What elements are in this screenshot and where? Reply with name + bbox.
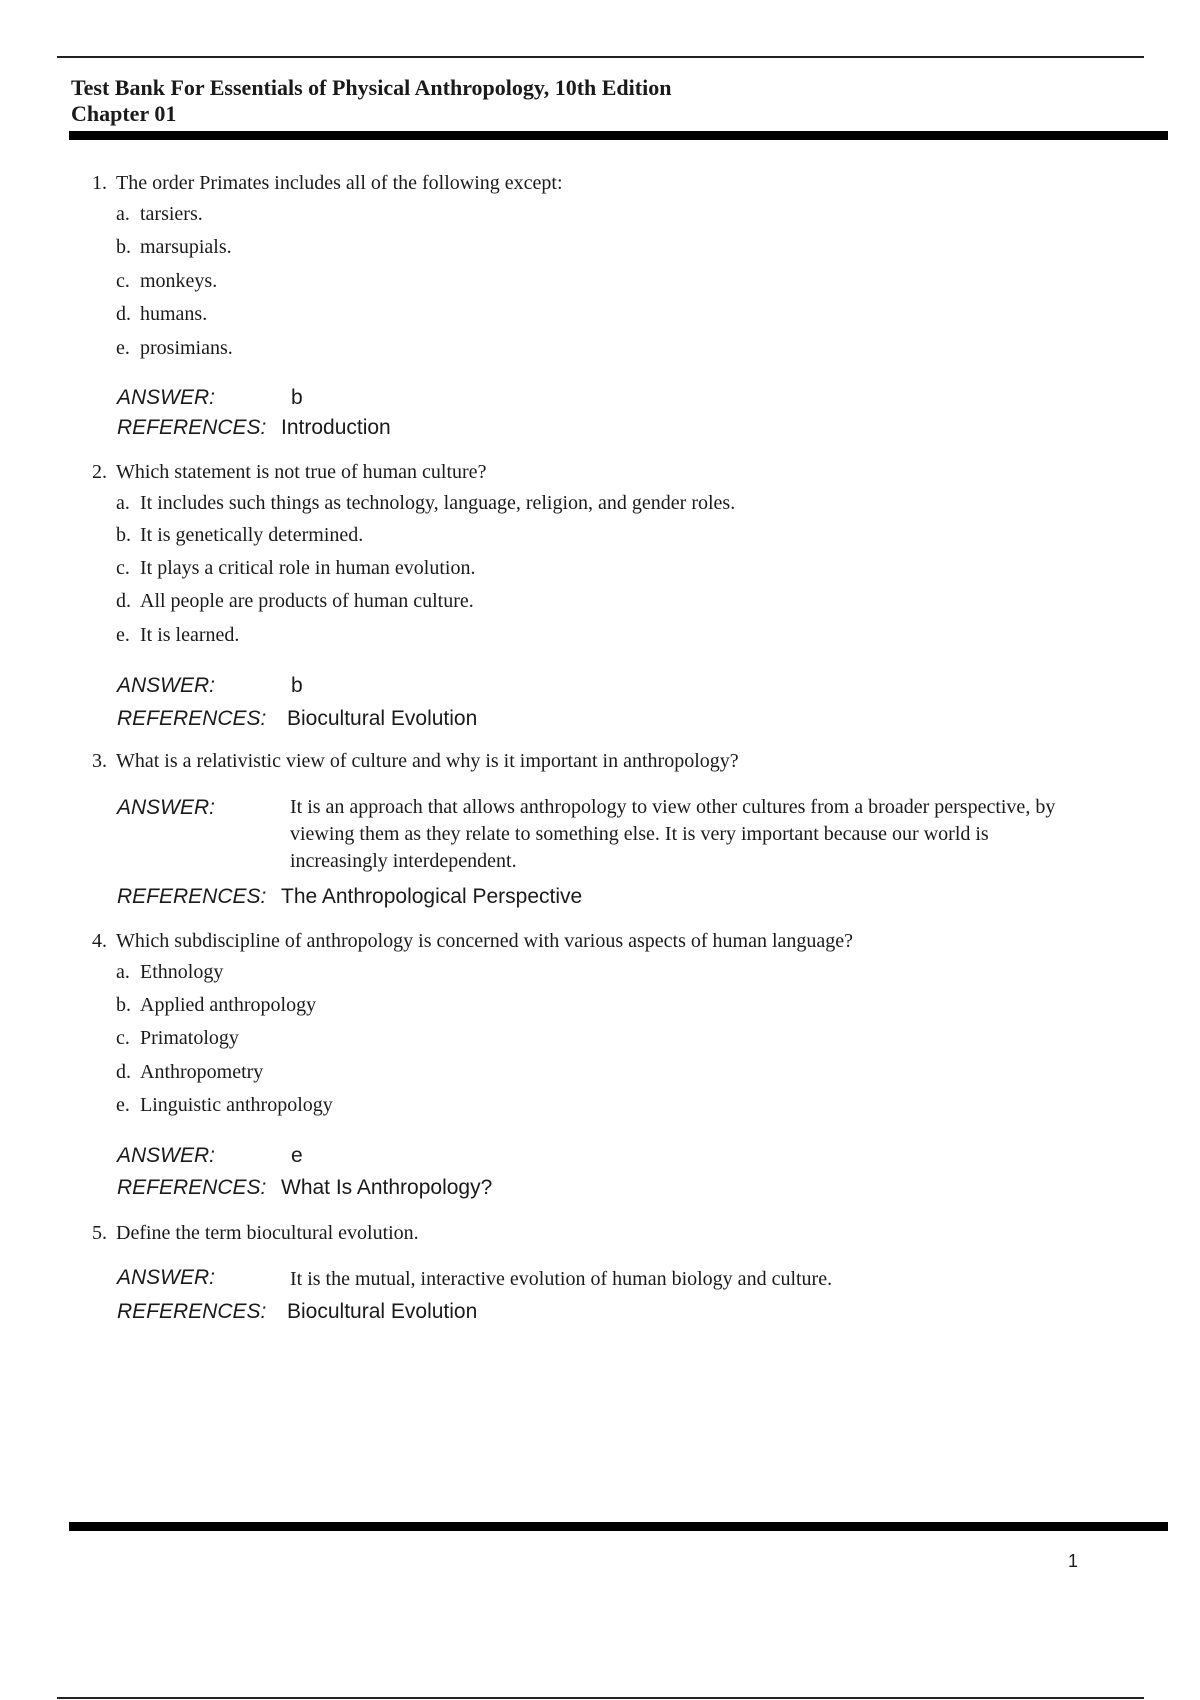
question-stem: [92, 461, 486, 484]
question-stem: [92, 750, 739, 773]
option-e: [116, 624, 239, 647]
references-label: REFERENCES:: [117, 1176, 267, 1199]
question-number: 1.: [92, 172, 107, 194]
option-letter: b.: [116, 994, 131, 1016]
option-text: It is learned.: [140, 624, 240, 646]
question-number: 2.: [92, 461, 107, 483]
answer-line: viewing them as they relate to something else. It is very important because our world is: [290, 823, 989, 845]
option-text: It is genetically determined.: [140, 524, 364, 546]
page-number: 1: [1068, 1551, 1079, 1571]
option-b: [116, 524, 363, 547]
option-text: tarsiers.: [140, 203, 203, 225]
answer-label: ANSWER:: [117, 674, 216, 697]
answer-line: increasingly interdependent.: [290, 850, 517, 872]
option-e: [116, 1094, 333, 1117]
answer-line: It is an approach that allows anthropology to view other cultures from a broader perspective, by: [290, 796, 1056, 818]
references-label: REFERENCES:: [117, 885, 267, 908]
option-a: [116, 961, 223, 984]
option-letter: c.: [116, 1027, 130, 1049]
chapter-heading: Chapter 01: [71, 101, 177, 126]
option-letter: d.: [116, 303, 131, 325]
option-text: Linguistic anthropology: [140, 1094, 333, 1116]
option-text: marsupials.: [140, 236, 232, 258]
answer-label: ANSWER:: [117, 1266, 216, 1289]
document-header: [71, 75, 671, 127]
question-stem: [92, 172, 563, 195]
question-number: 3.: [92, 750, 107, 772]
question-stem: [92, 1222, 419, 1245]
option-letter: c.: [116, 270, 130, 292]
footer-rule: [69, 1522, 1168, 1531]
references-value: The Anthropological Perspective: [281, 885, 583, 908]
answer-value: e: [291, 1144, 303, 1167]
option-b: [116, 236, 232, 259]
question-text: Which statement is not true of human culture?: [116, 461, 487, 483]
answer-label: ANSWER:: [117, 386, 216, 409]
option-text: prosimians.: [140, 337, 233, 359]
references-label: REFERENCES:: [117, 707, 267, 730]
references-label: REFERENCES:: [117, 416, 267, 439]
option-a: [116, 492, 735, 515]
option-e: [116, 337, 233, 360]
option-d: [116, 590, 474, 613]
option-letter: a.: [116, 492, 130, 514]
bottom-divider: [57, 1697, 1144, 1699]
option-text: Primatology: [140, 1027, 239, 1049]
option-letter: e.: [116, 1094, 130, 1116]
option-b: [116, 994, 316, 1017]
option-d: [116, 1061, 263, 1084]
option-letter: d.: [116, 1061, 131, 1083]
answer-value: It is the mutual, interactive evolution of human biology and culture.: [290, 1268, 833, 1290]
option-letter: a.: [116, 961, 130, 983]
option-letter: a.: [116, 203, 130, 225]
option-text: humans.: [140, 303, 208, 325]
option-letter: c.: [116, 557, 130, 579]
top-divider: [57, 56, 1144, 58]
answer-value: b: [291, 674, 303, 697]
option-letter: b.: [116, 524, 131, 546]
references-value: Biocultural Evolution: [287, 1300, 478, 1323]
question-text: Define the term biocultural evolution.: [116, 1222, 419, 1244]
option-c: [116, 1027, 239, 1050]
option-letter: e.: [116, 337, 130, 359]
references-value: What Is Anthropology?: [281, 1176, 493, 1199]
option-d: [116, 303, 207, 326]
answer-label: ANSWER:: [117, 1144, 216, 1167]
references-label: REFERENCES:: [117, 1300, 267, 1323]
answer-value: b: [291, 386, 303, 409]
option-text: It includes such things as technology, language, religion, and gender roles.: [140, 492, 736, 514]
question-text: What is a relativistic view of culture and why is it important in anthropology?: [116, 750, 739, 772]
option-text: All people are products of human culture.: [140, 590, 474, 612]
option-text: monkeys.: [140, 270, 218, 292]
option-c: [116, 557, 475, 580]
references-value: Introduction: [281, 416, 391, 439]
option-a: [116, 203, 203, 226]
document-title: Test Bank For Essentials of Physical Anthropology, 10th Edition: [71, 75, 672, 100]
answer-value: [290, 794, 1150, 875]
option-text: Anthropometry: [140, 1061, 264, 1083]
question-stem: [92, 930, 853, 953]
option-text: Applied anthropology: [140, 994, 317, 1016]
answer-label: ANSWER:: [117, 796, 216, 819]
option-letter: e.: [116, 624, 130, 646]
references-value: Biocultural Evolution: [287, 707, 478, 730]
question-number: 4.: [92, 930, 107, 952]
question-number: 5.: [92, 1222, 107, 1244]
header-rule: [69, 131, 1168, 140]
option-letter: d.: [116, 590, 131, 612]
option-letter: b.: [116, 236, 131, 258]
question-text: Which subdiscipline of anthropology is concerned with various aspects of human language?: [116, 930, 854, 952]
option-text: Ethnology: [140, 961, 224, 983]
option-c: [116, 270, 217, 293]
question-text: The order Primates includes all of the following except:: [116, 172, 563, 194]
option-text: It plays a critical role in human evolution.: [140, 557, 476, 579]
